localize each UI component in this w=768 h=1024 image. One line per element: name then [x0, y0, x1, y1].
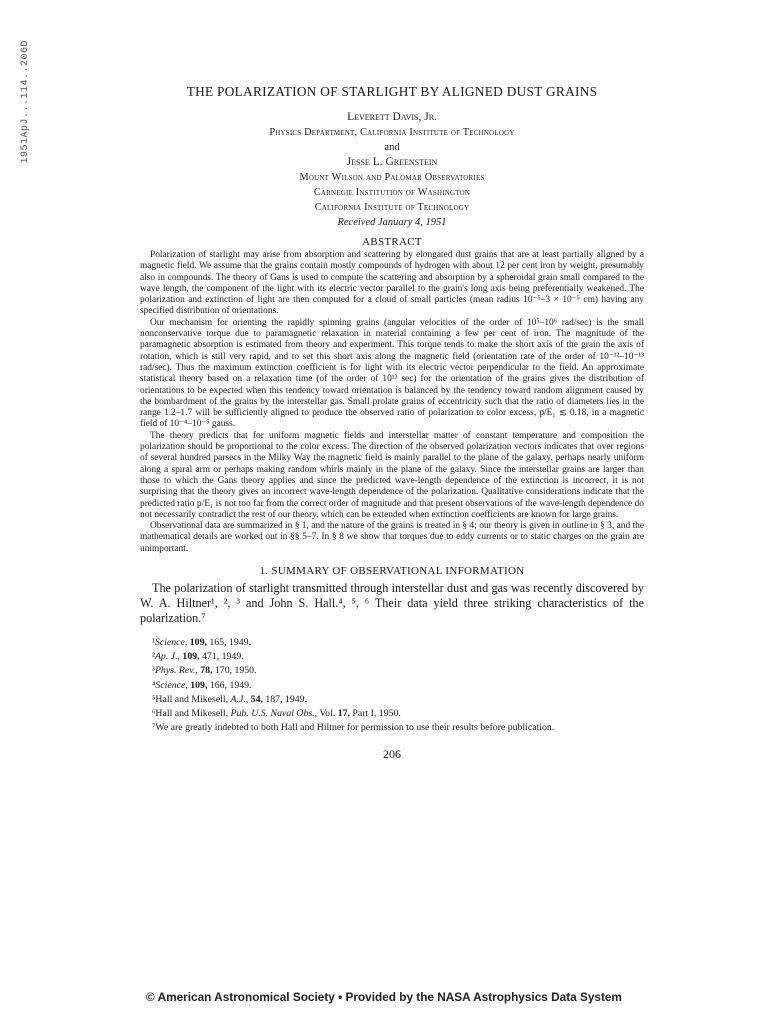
footnote-2: ²Ap. J., 109, 471, 1949.: [152, 651, 244, 663]
paper-title: THE POLARIZATION OF STARLIGHT BY ALIGNED DUST GRAINS: [186, 84, 598, 99]
received-date: Received January 4, 1951: [337, 217, 447, 228]
author-conjunction: and: [384, 142, 400, 153]
page-number: 206: [383, 747, 401, 762]
abstract-paragraph-3: The theory predicts that for uniform magnetic fields and interstellar matter of constant temperature and composition the polarization should be proportional to the color excess. The direction of the observed polarization vectors indicates that over regions of several hundred parsecs in the Milky Way the magnetic field is mainly parallel to the plane of the galaxy, perhaps nearly uniform along a spiral arm or perhaps making random whirls mainly in the plane of the galaxy. Since the interstellar grains are larger than those to which the Gans theory applies and since the predicted wave-length dependence of the extinction is incorrect, it is not surprising that the theory gives an incorrect wave-length dependence of the polarization. Qualitative considerations indicate that the predicted ratio p/E₁ is not too far from the correct order of magnitude and that present observations of the wave-length dependence do not necessarily contradict the rest of our theory, which can be extended when extinction coefficients are known for large grains.: [140, 430, 644, 520]
ads-footer: © American Astronomical Society • Provided by the NASA Astrophysics Data System: [146, 990, 622, 1004]
footnote-1: ¹Science, 109, 165, 1949.: [152, 637, 252, 649]
author-block: [140, 110, 644, 230]
section-1-heading: 1. SUMMARY OF OBSERVATIONAL INFORMATION: [259, 565, 525, 578]
footnote-3: ³Phys. Rev., 78, 170, 1950.: [152, 665, 257, 677]
footnote-6: ⁶Hall and Mikesell, Pub. U.S. Naval Obs., Vol. 17, Part I, 1950.: [152, 708, 401, 720]
abstract-paragraph-2: Our mechanism for orienting the rapidly spinning grains (angular velocities of the order of 10⁵–10⁶ rad/sec) is the small nonconservative torque due to paramagnetic relaxation in material containing a few per cent of iron. The magnitude of the paramagnetic absorption is estimated from theory and experiment. This torque tends to make the short axis of the grain the axis of rotation, which is still very rapid, and to set this short axis along the magnetic field (orientation rate of the order of 10⁻¹²–10⁻¹³ rad/sec). Thus the maximum extinction coefficient is for light with its electric vector perpendicular to the field. An approximate statistical theory based on a relaxation time (of the order of 10¹³ sec) for the orientation of the grains gives the distribution of orientations to be expected when this tendency toward orientation is balanced by the tendency toward random alignment caused by the bombardment of the grains by the interstellar gas. Small prolate grains of eccentricity such that the ratio of diameters lies in the range 1.2–1.7 will be sufficiently aligned to produce the observed ratio of polarization to color excess, p/E₁ ≲ 0.18, in a magnetic field of 10⁻⁴–10⁻⁵ gauss.: [140, 317, 644, 430]
abstract-body: [140, 250, 644, 555]
footnotes: [140, 636, 644, 735]
affiliation-2-line-2: Carnegie Institution of Washington: [313, 187, 471, 198]
paper-page: [140, 84, 644, 762]
footnote-5: ⁵Hall and Mikesell, A.J., 54, 187, 1949.: [152, 693, 308, 705]
footnote-7: ⁷We are greatly indebted to both Hall and Hiltner for permission to use their results before publication.: [152, 722, 555, 734]
footnote-4: ⁴Science, 109, 166, 1949.: [152, 679, 252, 691]
abstract-heading: ABSTRACT: [362, 236, 422, 248]
author-2: Jesse L. Greenstein: [346, 156, 438, 168]
author-1: Leverett Davis, Jr.: [347, 111, 437, 123]
affiliation-2-line-1: Mount Wilson and Palomar Observatories: [299, 172, 485, 183]
section-1-text: The polarization of starlight transmitted through interstellar dust and gas was recently discovered by W. A. Hiltner¹, ², ³ and John S. Hall.⁴, ⁵, ⁶ Their data yield three striking characteristics of the polarization.⁷: [140, 581, 644, 626]
affiliation-2-line-3: California Institute of Technology: [314, 202, 470, 213]
affiliation-1: Physics Department, California Institute of Technology: [269, 127, 515, 138]
abstract-paragraph-4: Observational data are summarized in § 1, and the nature of the grains is treated in § 4; our theory is given in outline in § 3, and the mathematical details are worked out in §§ 5–7. In § 8 we show that torques due to eddy currents or to static charges on the grain are unimportant.: [140, 521, 644, 554]
abstract-paragraph-1: Polarization of starlight may arise from absorption and scattering by elongated dust grains that are at least partially aligned by a magnetic field. We assume that the grains contain mostly compounds of hydrogen with about 12 per cent iron by weight, presumably also in compounds. The theory of Gans is used to compute the scattering and absorption by a spheroidal grain small compared to the wave length, the component of the light with its electric vector parallel to the grain's long axis being preferentially weakened. The polarization and extinction of light are then computed for a cloud of small particles (mean radius 10⁻⁵–3 × 10⁻⁵ cm) having any specified distribution of orientations.: [140, 250, 644, 317]
bibcode-margin: 1951ApJ...114..206D: [20, 40, 31, 164]
